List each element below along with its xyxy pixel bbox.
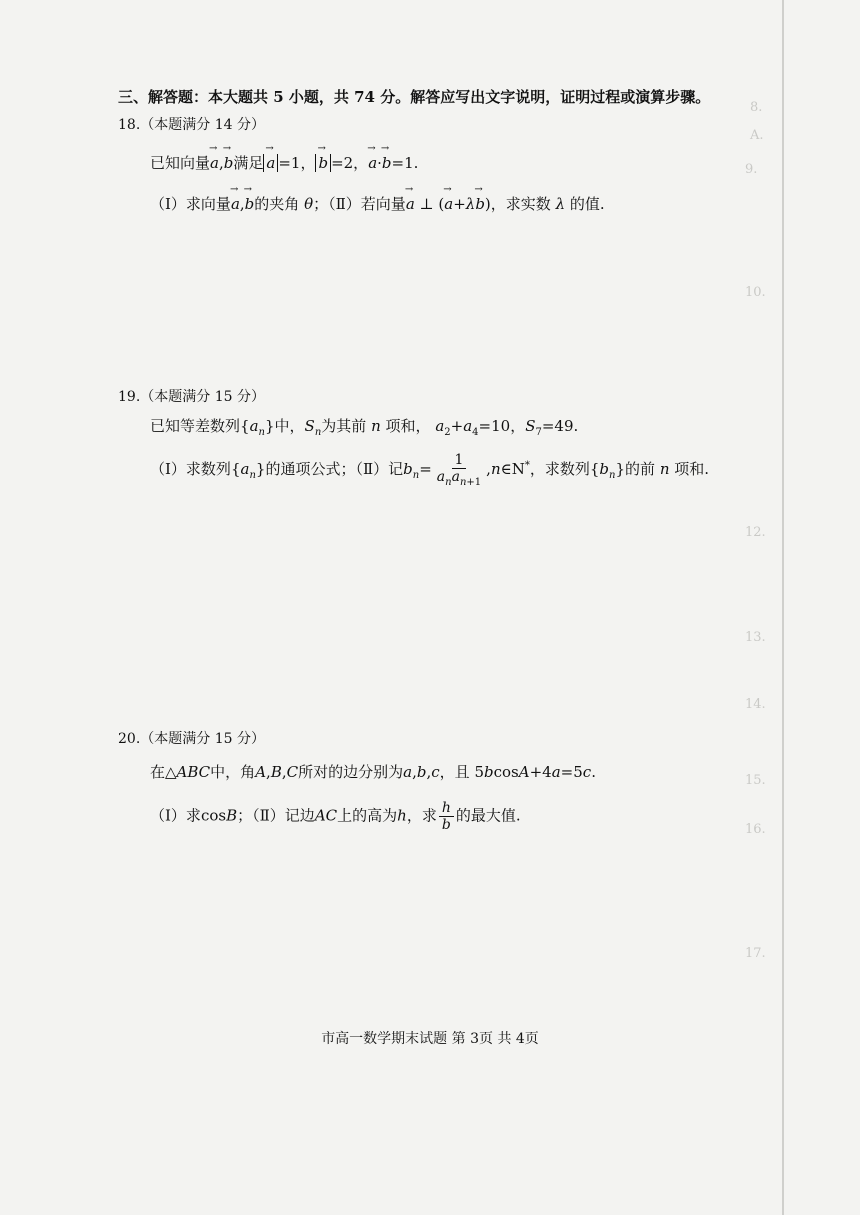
bleed-through: 12. [745,525,766,540]
bleed-through: 14. [745,697,766,712]
bleed-through: 10. [745,285,766,300]
bleed-through: 16. [745,822,766,837]
q18-parts: （Ⅰ）求向量→ a,→ b的夹角 θ；（Ⅱ）若向量→ a ⊥ (→ a+λ→ b)，求实数 λ 的值. [150,193,605,214]
bleed-through: 9. [745,162,758,177]
bleed-through: 13. [745,630,766,645]
q18-given: 已知向量→ a,→ b满足→ a =1，→ b =2，→ a·→ b=1. [150,152,418,173]
q19-parts: （Ⅰ）求数列$\{a_n\}$的通项公式；（Ⅱ）记$b_n=$ $\frac{1}{a_na_{n+1}}$ ,n∈N*，求数列$\{b_n\}$的前 n 项和. [150,452,710,488]
q20-parts: （Ⅰ）求cosB；（Ⅱ）记边AC上的高为h，求 $\frac{h}{b}$ 的最大值. [150,800,521,834]
fraction: $\frac{1}{a_na_{n+1}}$ [436,452,482,488]
q18-title: 18.（本题满分 14 分） [118,117,265,133]
bleed-through: 17. [745,946,766,961]
page-footer: 市高一数学期末试题 第 3页 共 4页 [321,1031,539,1047]
q19-title: 19.（本题满分 15 分） [118,389,265,405]
bleed-through: 8. [750,100,763,115]
q20-title: 20.（本题满分 15 分） [118,731,265,747]
section-heading: 三、解答题：本大题共 5 小题，共 74 分。解答应写出文字说明，证明过程或演算步骤。 [118,88,711,106]
q19-given: 已知等差数列$\{a_n\}$中，$S_n$为其前 n 项和， $a_2+a_4=10$，$S_7=49$. [150,417,579,438]
bleed-through: A. [750,128,764,143]
fraction: $\frac{h}{b}$ [439,800,454,833]
bleed-through: 15. [745,773,766,788]
q20-given: 在△ABC中，角A,B,C所对的边分别为a,b,c，且 5bcosA+4a=5c. [150,763,596,781]
